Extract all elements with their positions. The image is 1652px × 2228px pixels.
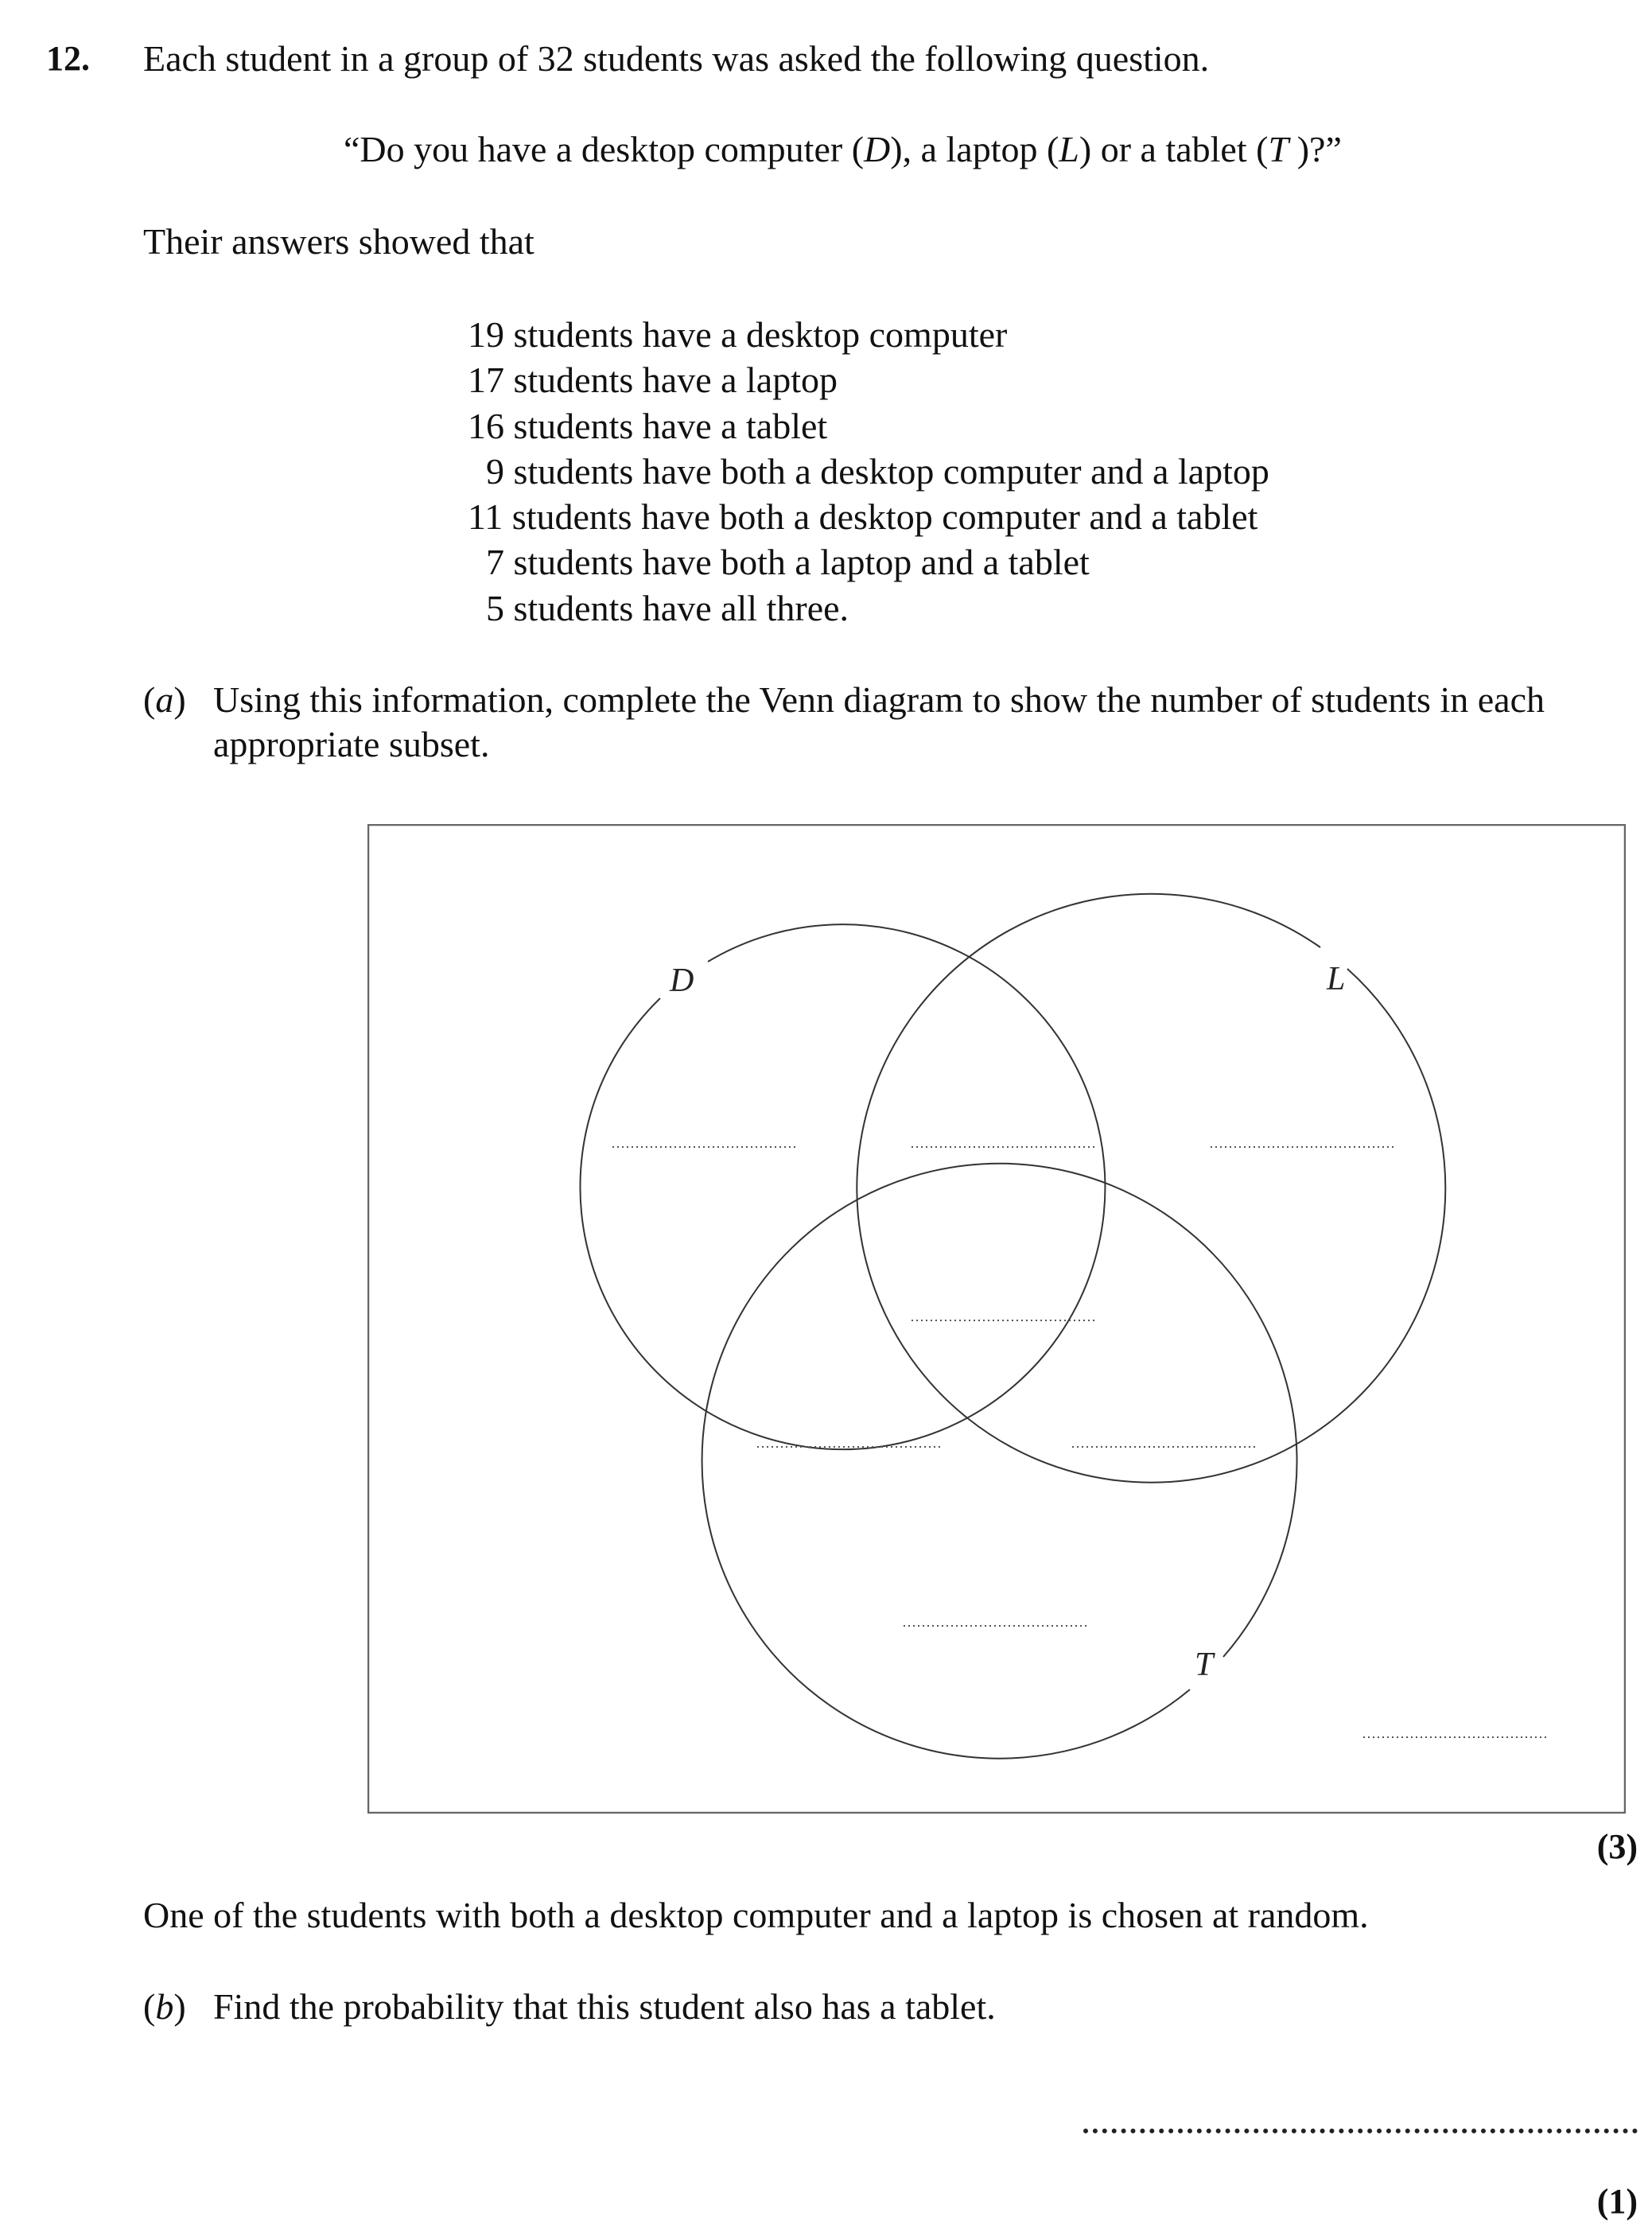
part-b-paren-open: ( [143, 1986, 156, 2027]
part-a-text: Using this information, complete the Venn diagram to show the number of students in each appropriate subset. [213, 679, 1545, 764]
part-b-paren-close: ) [173, 1986, 186, 2027]
part-a-label [143, 678, 186, 722]
fact-laptop-tablet: 7 students have both a laptop and a tablet [468, 542, 1090, 583]
quote-part-mid1: ), a laptop ( [890, 129, 1059, 169]
circle-l[interactable] [857, 894, 1445, 1483]
universal-set-box [368, 825, 1625, 1813]
part-a-letter: a [155, 679, 174, 720]
part-a-marks: (3) [1596, 1827, 1638, 1866]
part-b-marks: (1) [1596, 2182, 1638, 2221]
fact-laptop: 17 students have a laptop [468, 360, 838, 401]
fact-desktop: 19 students have a desktop computer [468, 314, 1008, 355]
survey-question-quote [344, 126, 1342, 173]
label-l: L [1327, 961, 1346, 997]
fact-tablet: 16 students have a tablet [468, 405, 828, 446]
random-selection-statement: One of the students with both a desktop computer and a laptop is chosen at random. [143, 1895, 1369, 1935]
part-b-letter: b [155, 1986, 174, 2027]
part-b-label [143, 1985, 186, 2029]
label-t: T [1195, 1647, 1214, 1683]
part-b-text: Find the probability that this student also has a tablet. [213, 1986, 996, 2027]
venn-svg [367, 824, 1626, 1814]
part-a-paren-open: ( [143, 679, 156, 720]
fact-all-three: 5 students have all three. [468, 587, 849, 628]
fact-desktop-tablet: 11 students have both a desktop computer and a tablet [468, 496, 1258, 538]
part-a-paren-close: ) [173, 679, 186, 720]
fact-desktop-laptop: 9 students have both a desktop computer and a laptop [468, 450, 1269, 492]
question-number: 12. [46, 39, 90, 78]
quote-set-d: D [864, 129, 891, 169]
part-b-answer-line[interactable] [1083, 2129, 1638, 2138]
question-intro: Each student in a group of 32 students was asked the following question. [143, 38, 1210, 79]
quote-set-l: L [1059, 129, 1079, 169]
facts-list [468, 312, 1269, 631]
label-d: D [670, 962, 694, 999]
circle-d[interactable] [580, 924, 1105, 1449]
quote-set-t: T [1268, 129, 1297, 169]
quote-part-open: “Do you have a desktop computer ( [344, 129, 865, 169]
venn-diagram [367, 824, 1626, 1814]
answers-lead-text: Their answers showed that [143, 221, 534, 262]
quote-part-close: )?” [1296, 129, 1342, 169]
quote-part-mid2: ) or a tablet ( [1079, 129, 1269, 169]
